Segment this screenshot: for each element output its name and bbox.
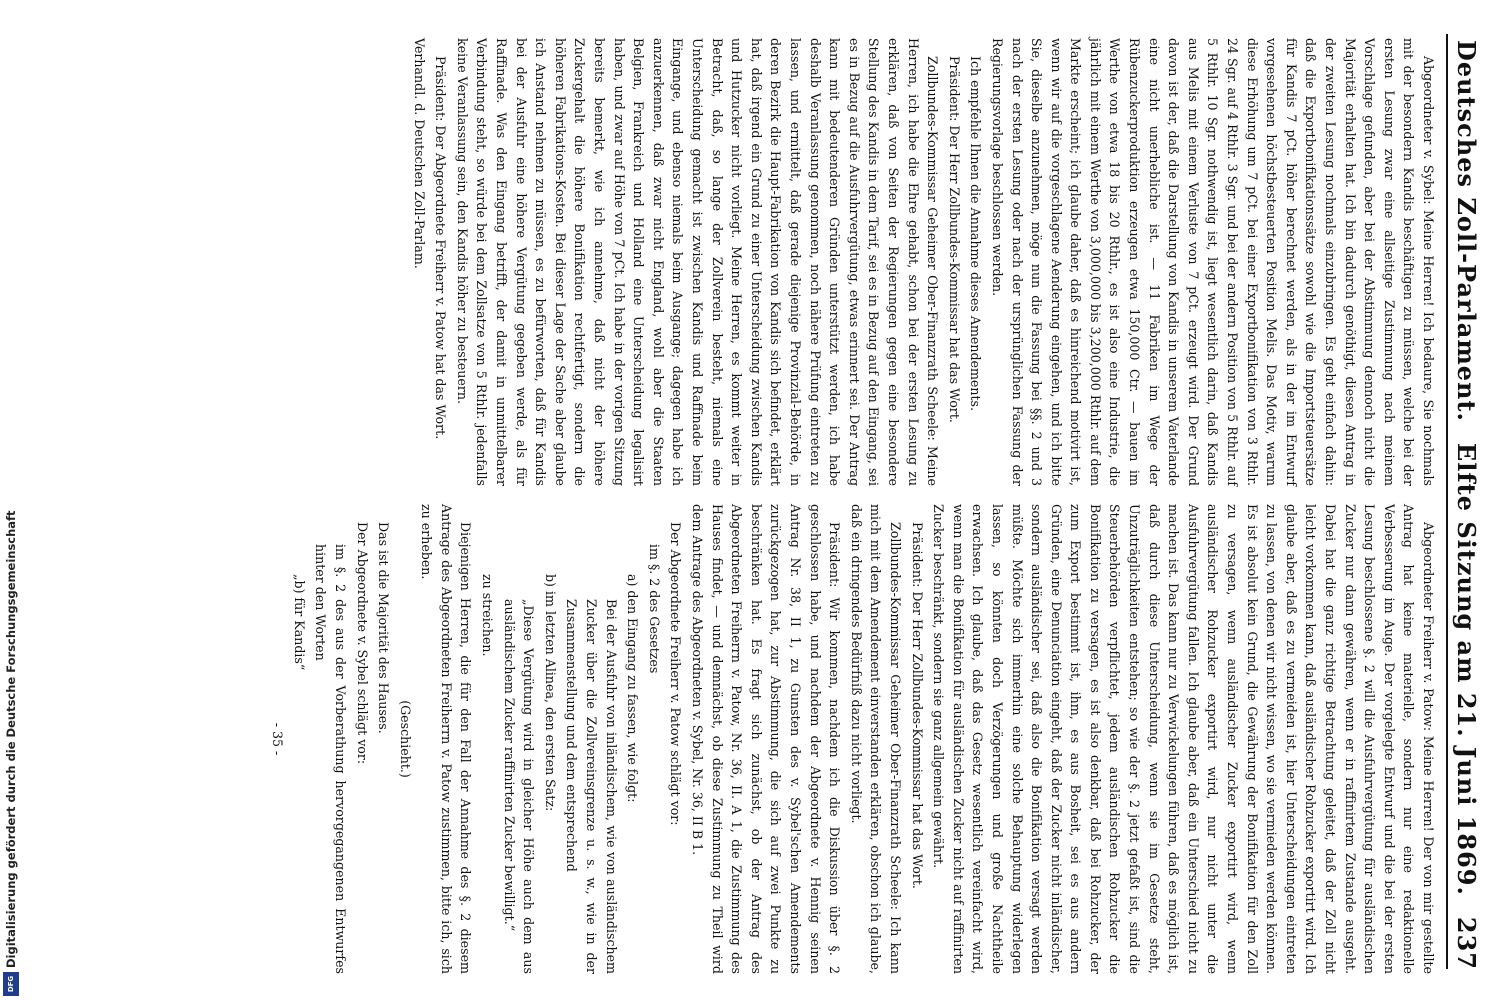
paragraph: Präsident: Wir kommen, nachdem ich die Diskussion über §. 2 geschlossen habe, und nachdem der Abgeordnete v. Hennig seinen Antrag Nr. 38, II 1, zu Gunsten des v. Sybel'schen Amendements zurückgezogen hat, zur Abstimmung, die sich auf zwei Punkte zu beschränken hat. Es fragt sich zunächst, ob der Antrag des Abgeordneten Freiherrn v. Patow, Nr. 36, II. A 1, die Zustimmung des Hauses findet, — und demnächst, ob diese Zustimmung zu Theil wird dem Antrage des Abgeordneten v. Sybel, Nr. 36, II B 1. xyxy=(690,504,843,974)
list-line: im §. 2 des Gesetzes xyxy=(646,544,662,674)
paragraph: Das ist die Majorität des Hauses. xyxy=(376,522,392,734)
paragraph: Zollbundes-Kommissar Geheimer Ober-Finanzrath Scheele: Ich kann mich mit dem Amendement einverstanden erklären, obschon ich glaube, daß ein dringendes Bedürfniß dazu nicht vorliegt. xyxy=(848,504,903,974)
header-page-number: 237 xyxy=(1452,916,1481,970)
paragraph: Präsident: Der Herr Zollbundes-Kommissar hat das Wort. xyxy=(946,56,962,423)
list-line: Bei der Ausfuhr von inländischem, wie von ausländischem Zucker über die Zollvereinsgrenze u. s. w., wie in der Zusammenstellung und dem entsprechend xyxy=(564,599,619,974)
list-line: zu streichen. xyxy=(480,574,496,657)
credit-text: Digitalisierung gefördert durch die Deutsche Forschungsgemeinschaft xyxy=(4,510,18,968)
paragraph: Abgeordneter Freiherr v. Patow: Meine Herren! Der von mir gestellte Antrag hat keine materielle, sondern nur eine redaktionelle Verbesserung im Auge. Der vorgelegte Entwurf und die bei der ersten Lesung beschlossene §. 2 will die Ausfuhrvergütung für ausländischen Zucker nur dann gewähren, wenn er in raffinirtem Zustande ausgeht. Dabei hat die ganz richtige Betrachtung geleitet, daß der Zoll nicht leicht vorkommen kann, daß ausländischer Rohzucker exportirt wird. Ich glaube aber, daß es zu vermeiden ist, hier Unterscheidungen eintreten zu lassen, von denen wir nicht wissen, wo sie vermieden werden können. Es ist absolut kein Grund, die Gewährung der Bonifikation für den Zoll zu versagen, wenn ausländischer Zucker exportirt wird, wenn ausländischer Rohzucker exportirt wird, nur nicht unter die Ausfuhrvergütung fallen. Ich glaube aber, daß ein Unterschied nicht zu machen ist. Das kann nur zu Verwickelungen führen, daß es möglich ist, daß durch diese Unterscheidung, wenn sie im Gesetze steht, Unzuträglichkeiten entstehen; so wie der §. 2 jetzt gefaßt ist, sind die Steuerbehörden verpflichtet, jedem ausländischen Rohzucker die Bonifikation zu versagen, es ist also denkbar, daß bei Rohzucker, der zum Export bestimmt ist, ihm, es aus Bosheit, sei es aus andern Gründen, eine Denunciation eingeht, daß der Zucker nicht inländischer, sondern ausländischer sei, daß also die Bonifikation versagt werden müßte. Möchte sich immerhin eine solche Behauptung widerlegen lassen, so könnten doch Verzögerungen und große Nachtheile erwachsen. Ich glaube, daß das Gesetz wesentlich vereinfacht wird, wenn man die Bonifikation für ausländischen Zucker nicht auf raffinirten Zucker beschränkt, sondern sie ganz allgemein gewährt. xyxy=(931,504,1436,974)
paragraph: Präsident: Der Herr Zollbundes-Kommissar hat das Wort. xyxy=(909,522,925,889)
list-line: a) den Eingang zu fassen, wie folgt: xyxy=(625,574,641,803)
dfg-logo-text: DFG xyxy=(7,975,15,993)
list-line: (Geschieht.) xyxy=(397,700,413,778)
sheet-signature: Verhandl. d. Deutschen Zoll-Parlam. xyxy=(411,38,427,269)
paragraph: Diejenigen Herren, die für den Fall der Annahme des §. 2 diesem Antrage des Abgeordneten Freiherrn v. Patow zustimmen, bitte ich, sich zu erheben. xyxy=(419,504,474,974)
bottom-page-number: - 35 - xyxy=(270,722,286,756)
running-header xyxy=(1452,40,1490,970)
paragraph: Der Abgeordnete Freiherr v. Patow schlägt vor: xyxy=(668,522,684,826)
header-session: Elfte Sitzung am 21. Juni 1869. xyxy=(1452,442,1481,896)
list-line: b) im letzten Alinea, den ersten Satz: xyxy=(542,574,558,812)
paragraph: Präsident: Der Abgeordnete Freiherr v. Patow hat das Wort. xyxy=(433,56,449,440)
paragraph: Ich empfehle Ihnen die Annahme dieses Amendements. xyxy=(968,56,984,412)
paragraph: Abgeordneter v. Sybel: Meine Herren! Ich bedaure, Sie nochmals mit der besondern Kandis beschäftigen zu müssen, welche bei der ersten Lesung zwar eine allseitige Zustimmung nach meinem Vorschlage gefunden, aber bei der Abstimmung dennoch nicht die Majorität erhalten hat. Ich bin dadurch genöthigt, diesen Antrag in der zweiten Lesung nochmals einzubringen. Es geht einfach dahin: daß die Exportbonifikationssätze sowohl wie die Importsteuersätze für Kandis 7 pCt. höher berechnet werden, als in der im Entwurf vorgesehenen höchstbesteuerten Position Melis. Das Motiv, warum diese Erhöhung um 7 pCt. bei einer Exportbonifikation von 3 Rthlr. 24 Sgr. auf 4 Rthlr. 3 Sgr. und bei der andern Position von 5 Rthlr. auf 5 Rthlr. 10 Sgr. nothwendig ist, liegt wesentlich darin, daß Kandis aus Melis mit einem Verluste von 7 pCt. erzeugt wird. Der Grund davon ist der, daß die Darstellung von Kandis in unserem Vaterlande eine nicht unerhebliche ist. — 11 Fabriken im Wege der Rübenzuckerproduktion erzeugen etwa 150,000 Ctr. — bauen im Werthe von etwa 18 bis 20 Rthlr., es ist also eine Industrie, die jährlich mit einem Werthe von 3,000,000 bis 3,200,000 Rthlr. auf dem Markte erscheint; ich glaube daher, daß es hinreichend motivirt ist, wenn wir auf die vorgeschlagene Aenderung eingehen, und ich bitte Sie, dieselbe anzunehmen, möge nun die Fassung bei §§. 2 und 3 nach der ersten Lesung oder nach der ursprünglichen Fassung der Regierungsvorlage beschlossen werden. xyxy=(989,38,1436,486)
paragraph: Der Abgeordnete v. Sybel schlägt vor: xyxy=(354,522,370,765)
list-line: „b) für Kandis“ xyxy=(291,574,307,671)
paragraph: Zollbundes-Kommissar Geheimer Ober-Finanzrath Scheele: Meine Herren, ich habe die Ehre gehabt, schon bei der ersten Lesung zu erklären, daß von Seiten der Regierungen gegen eine besondere Stellung des Kandis in dem Tarif, sei es in Bezug auf den Eingang, sei es in Bezug auf die Ausfuhrvergütung, etwas erinnert sei. Der Antrag kann mit bedeutenderen Gründen unterstützt werden, ich habe deshalb Veranlassung genommen, noch nähere Prüfung eintreten zu lassen, und ermittelt, daß gerade diejenige Provinzial-Behörde, in deren Bezirk die Haupt-Fabrikation von Kandis sich befindet, erklärt hat, daß irgend ein Grund zu einer Unterscheidung zwischen Kandis und Hutzucker nicht vorliegt. Meine Herren, es kommt weiter in Betracht, daß, so lange der Zollverein besteht, niemals eine Unterscheidung gemacht ist zwischen Kandis und Raffinade beim Eingange, und ebenso niemals beim Ausgange; dagegen habe ich anzuerkennen, daß zwar nicht England, wohl aber die Staaten Belgien, Frankreich und Holland eine Unterscheidung legalisirt haben, und zwar auf Höhe von 7 pCt. Ich habe in der vorigen Sitzung bereits bemerkt, wie ich annehme, daß nicht der höhere Zuckergehalt die höhere Bonifikation rechtfertigt, sondern die höheren Fabrikations-Kosten. Bei dieser Lage der Sache aber glaube ich Anstand nehmen zu müssen, es zu befürworten, daß für Kandis bei der Ausfuhr eine höhere Vergütung gegeben werde, als für Raffinade. Was den Eingang betrifft, der damit in unmittelbarer Verbindung steht, so würde bei dem Zollsatze von 5 Rthlr. jedenfalls keine Veranlassung sein, den Kandis höher zu besteuern. xyxy=(454,38,941,486)
header-rule xyxy=(1446,34,1448,969)
dfg-logo-icon xyxy=(3,972,19,996)
text-column-right xyxy=(266,504,1438,974)
list-line: „Diese Vergütung wird in gleicher Höhe auch dem aus ausländischem Zucker raffinirten Zucker bewilligt.“ xyxy=(501,599,537,974)
header-title: Deutsches Zoll-Parlament. xyxy=(1452,40,1481,422)
digitization-credit xyxy=(0,0,22,1000)
text-column-left xyxy=(407,38,1438,486)
list-line: im §. 2 des aus der Vorberathung hervorgegangenen Entwurfes hinter den Worten xyxy=(313,544,348,974)
